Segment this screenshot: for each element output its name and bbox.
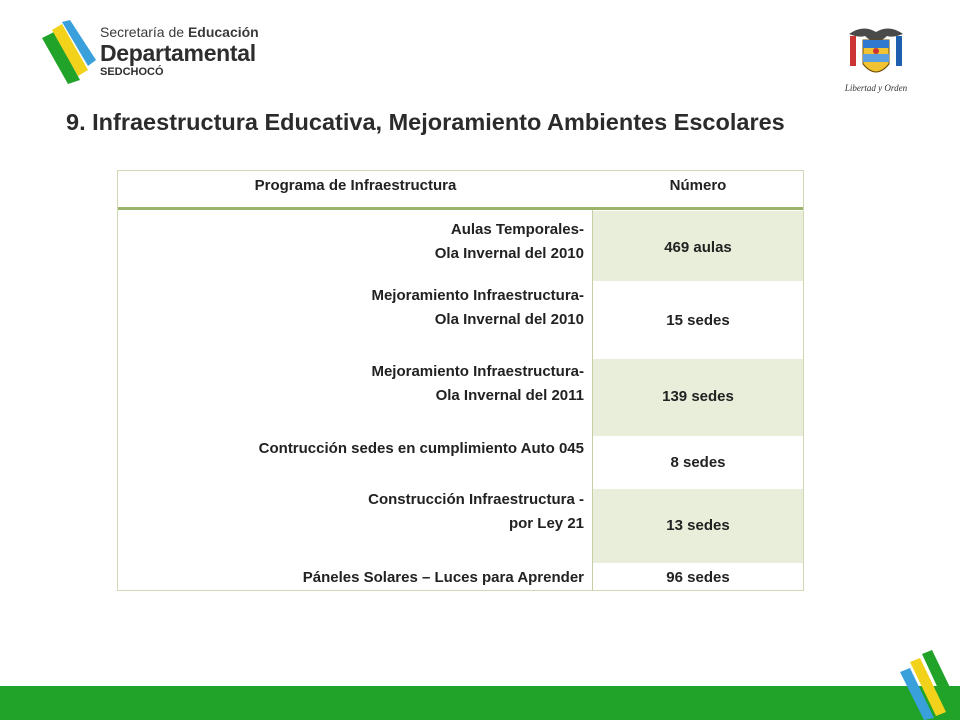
header-rule xyxy=(118,207,803,210)
corner-swoosh-icon xyxy=(900,648,960,720)
colombia-coat-of-arms xyxy=(843,20,909,98)
logo-line-2: Departamental xyxy=(100,40,256,66)
logo-line-3: SEDCHOCÓ xyxy=(100,66,164,78)
table-header xyxy=(118,171,803,209)
logo-line-1: Secretaría de Educación xyxy=(100,24,259,40)
table-row-number: 469 aulas xyxy=(664,239,732,256)
header-program: Programa de Infraestructura xyxy=(254,177,457,194)
logo-swoosh-icon xyxy=(40,20,100,84)
footer-green-bar xyxy=(0,686,960,720)
table-row-program: Construcción Infraestructura - por Ley 21 xyxy=(368,491,584,532)
table-row-program: Contrucción sedes en cumplimiento Auto 045 xyxy=(258,440,584,457)
coat-of-arms-icon xyxy=(843,20,909,82)
table-row-number: 13 sedes xyxy=(666,517,730,534)
table-row-number: 139 sedes xyxy=(662,388,734,405)
header-number: Número xyxy=(669,177,727,194)
table-row-program: Mejoramiento Infraestructura- Ola Invernal del 2011 xyxy=(371,363,584,404)
sed-choco-logo xyxy=(40,18,280,88)
infrastructure-table xyxy=(117,170,804,591)
table-row-program: Mejoramiento Infraestructura- Ola Invernal del 2010 xyxy=(371,287,584,328)
table-row-program: Páneles Solares – Luces para Aprender xyxy=(302,569,584,586)
table-row-number: 8 sedes xyxy=(670,454,726,471)
table-row-program: Aulas Temporales- Ola Invernal del 2010 xyxy=(434,221,584,262)
crest-motto: Libertad y Orden xyxy=(844,83,908,93)
table-row-number: 96 sedes xyxy=(666,569,730,586)
table-row-number: 15 sedes xyxy=(666,312,730,329)
page-title: 9. Infraestructura Educativa, Mejoramiento Ambientes Escolares xyxy=(66,109,785,135)
